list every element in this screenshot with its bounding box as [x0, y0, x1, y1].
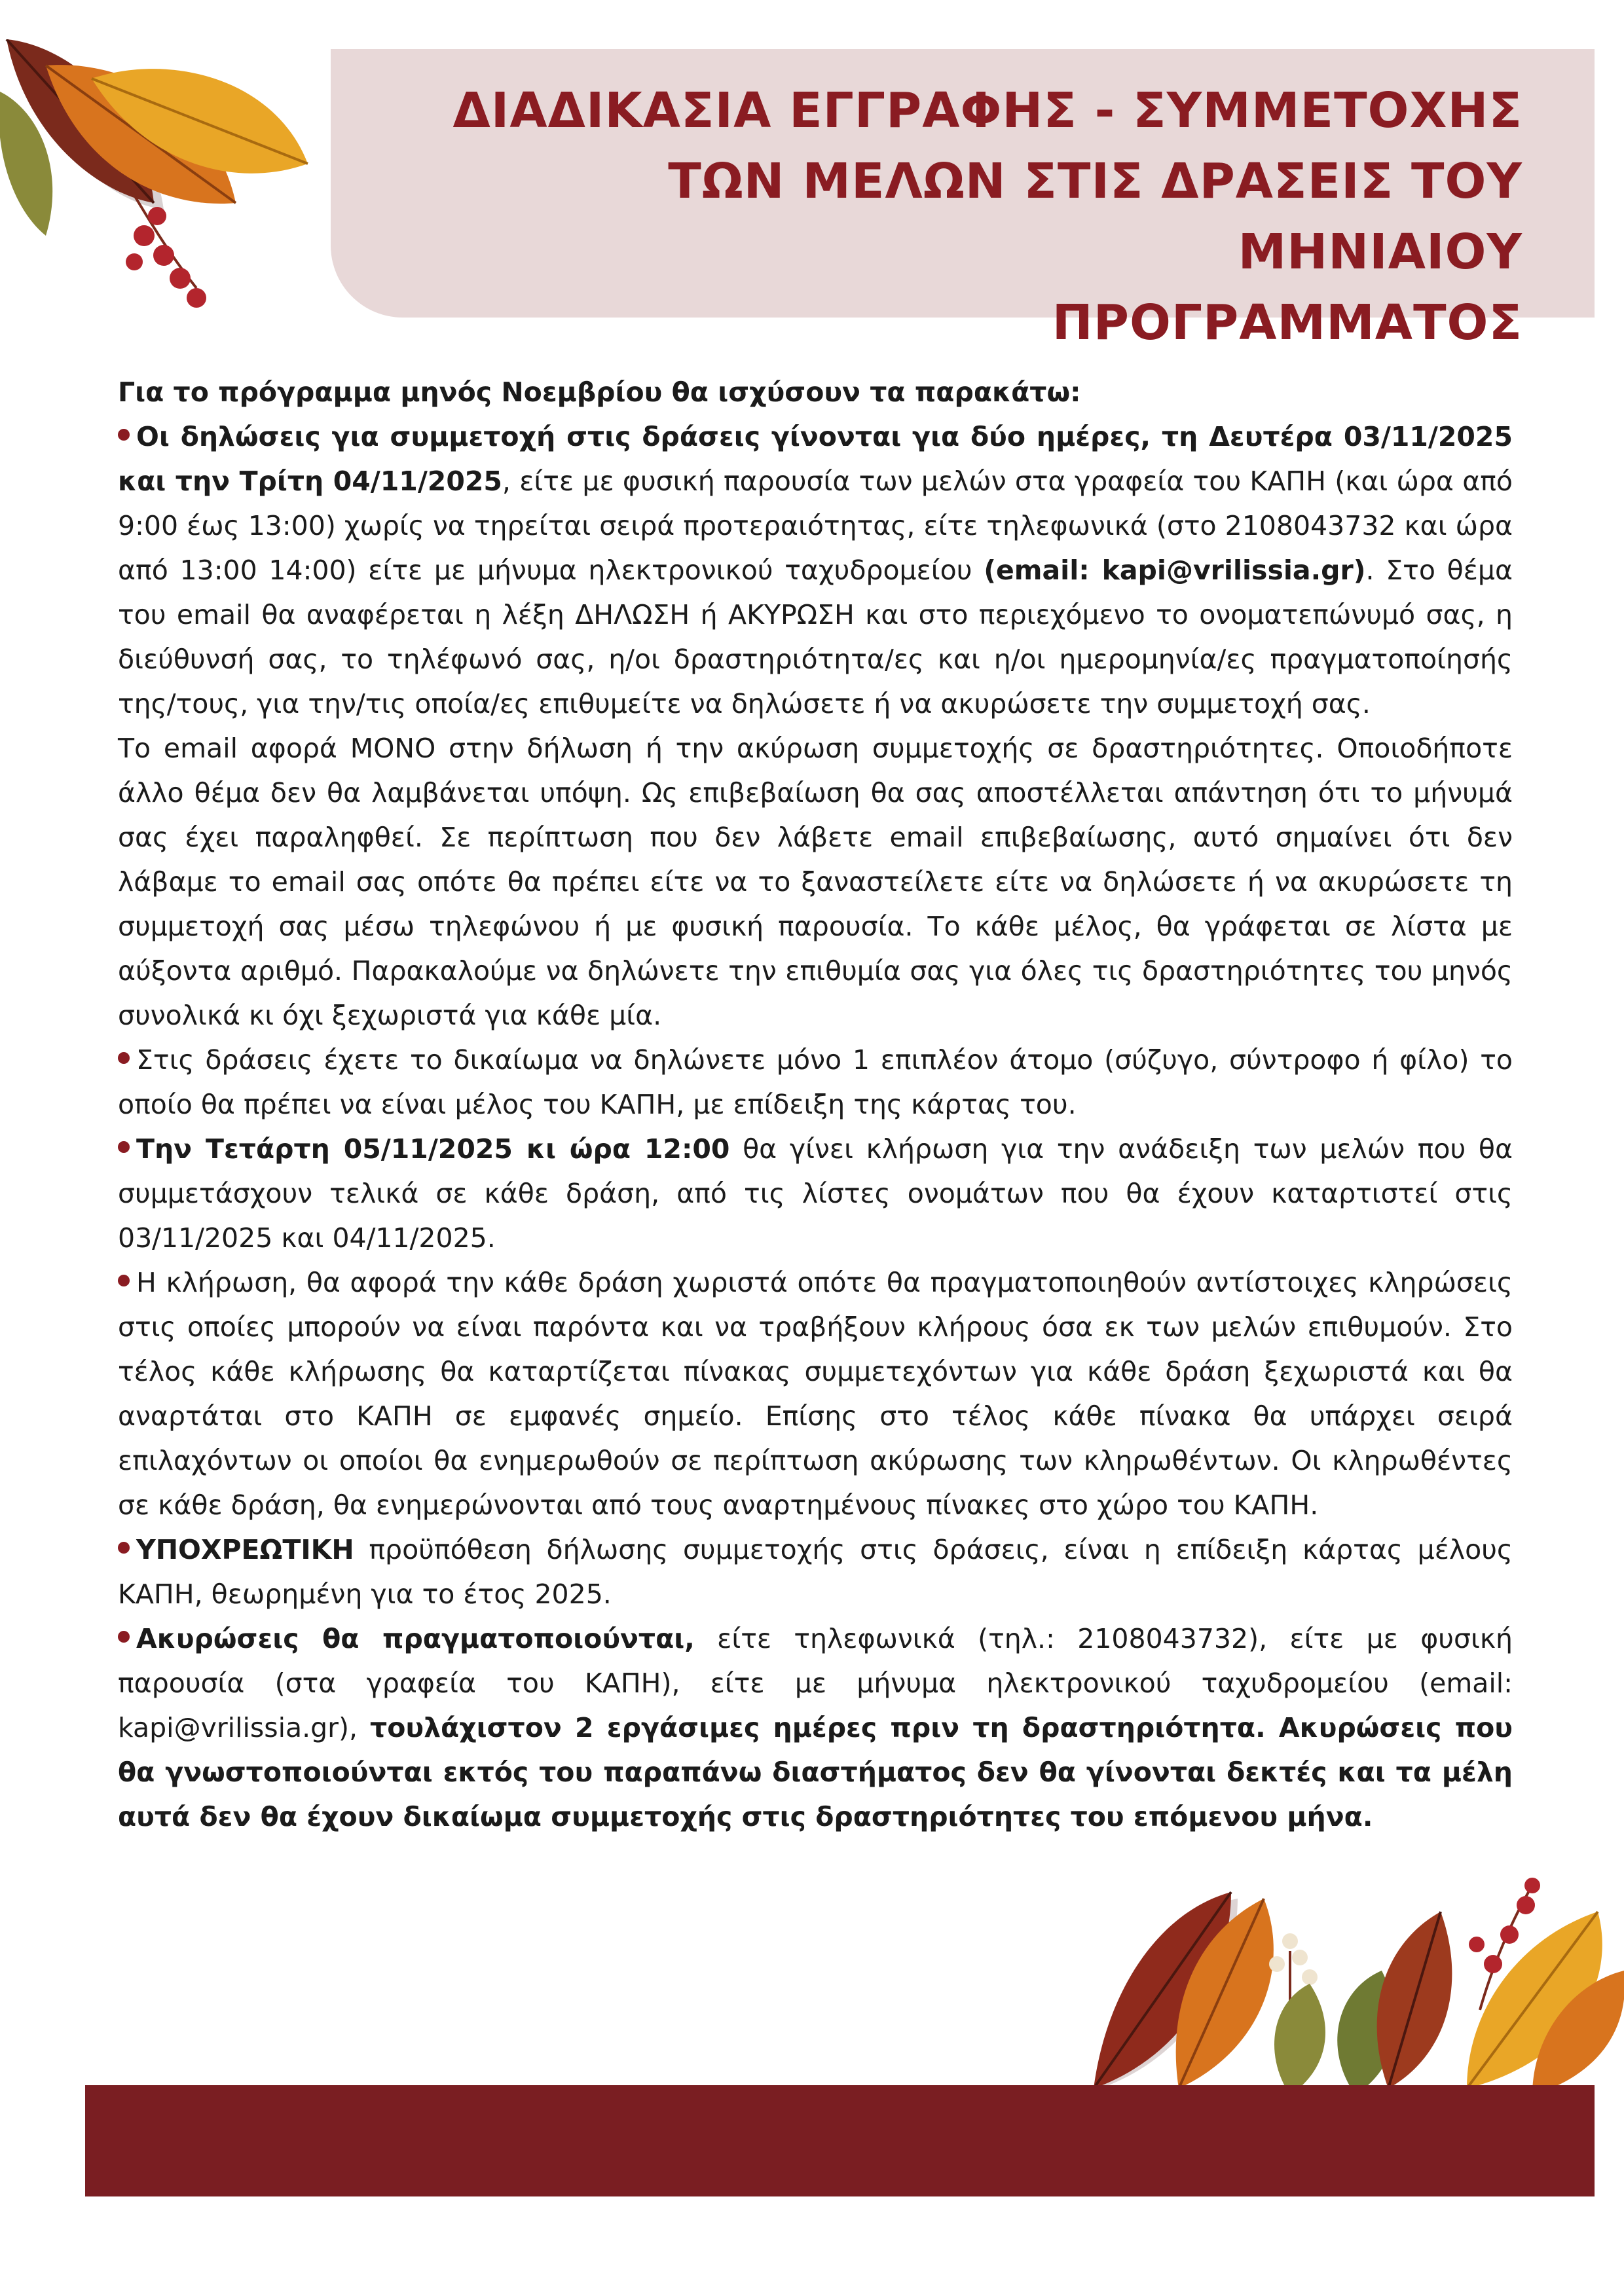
- footer-band: [85, 2085, 1595, 2196]
- mandatory-label: ΥΠΟΧΡΕΩΤΙΚΗ: [136, 1534, 354, 1565]
- mandatory-text: προϋπόθεση δήλωσης συμμετοχής στις δράσεις, είναι η επίδειξη κάρτας μέλους ΚΑΠΗ, θεωρημένη για το έτος 2025.: [118, 1534, 1513, 1610]
- paragraph-cancellations: [118, 1616, 1513, 1839]
- bullet-icon: [118, 1542, 130, 1554]
- autumn-leaves-bottom-decoration: [1074, 1872, 1624, 2095]
- cancellations-text: είτε τηλεφωνικά (τηλ.: 2108043732), είτε με φυσική παρουσία (στα γραφεία του ΚΑΠΗ), είτε με μήνυμα ηλεκτρονικού ταχυδρομείου (email: kapi@vrilissia.gr),: [118, 1623, 1513, 1743]
- bullet-icon: [118, 429, 130, 441]
- bullet-icon: [118, 1052, 130, 1064]
- paragraph-email-info: Το email αφορά ΜΟΝΟ στην δήλωση ή την ακύρωση συμμετοχής σε δραστηριότητες. Οποιοδήποτε άλλο θέμα δεν θα λαμβάνεται υπόψη. Ως επιβεβαίωση θα σας αποστέλλεται απάντηση ότι το μήνυμά σας έχει παραληφθεί. Σε περίπτωση που δεν λάβετε email επιβεβαίωσης, αυτό σημαίνει ότι δεν λάβαμε το email σας οπότε θα πρέπει είτε να το ξαναστείλετε είτε να δηλώσετε ή να ακυρώσετε τη συμμετοχή σας μέσω τηλεφώνου ή με φυσική παρουσία. Το κάθε μέλος, θα γράφεται σε λίστα με αύξοντα αριθμό. Παρακαλούμε να δηλώνετε την επιθυμία σας για όλες τις δραστηριότητες του μηνός συνολικά κι όχι ξεχωριστά για κάθε μία.: [118, 733, 1513, 1031]
- cancellations-label: Ακυρώσεις θα πραγματοποιούνται,: [136, 1623, 695, 1654]
- paragraph-lottery-date: [118, 1127, 1513, 1260]
- registration-text-2: . Στο θέμα του email θα αναφέρεται η λέξη ΔΗΛΩΣΗ ή ΑΚΥΡΩΣΗ και στο περιεχόμενο το ονοματεπώνυμό σας, η διεύθυνσή σας, το τηλέφωνό σας, η/οι δραστηριότητα/ες και η/οι ημερομηνία/ες πραγματοποίησής της/τους, για την/τις οποία/ες επιθυμείτε να δηλώσετε ή να ακυρώσετε την συμμετοχή σας.: [118, 555, 1513, 720]
- paragraph-mandatory-card: [118, 1527, 1513, 1616]
- lottery-date: Την Τετάρτη 05/11/2025 κι ώρα 12:00: [136, 1133, 730, 1165]
- cancellations-deadline: τουλάχιστον 2 εργάσιμες ημέρες πριν τη δραστηριότητα. Ακυρώσεις που θα γνωστοποιούνται εκτός του παραπάνω διαστήματος δεν θα γίνονται δεκτές και τα μέλη αυτά δεν θα έχουν δικαίωμα συμμετοχής στις δραστηριότητες του επόμενου μήνα.: [118, 1712, 1513, 1832]
- extra-person-text: Στις δράσεις έχετε το δικαίωμα να δηλώνετε μόνο 1 επιπλέον άτομο (σύζυγο, σύντροφο ή φίλο) το οποίο θα πρέπει να είναι μέλος του ΚΑΠΗ, με επίδειξη της κάρτας του.: [118, 1044, 1513, 1120]
- title-line-1: ΔΙΑΔΙΚΑΣΙΑ ΕΓΓΡΑΦΗΣ - ΣΥΜΜΕΤΟΧΗΣ: [452, 82, 1522, 139]
- registration-email: (email: kapi@vrilissia.gr): [984, 555, 1366, 586]
- autumn-leaves-top-decoration: [0, 39, 341, 314]
- header-banner: [331, 49, 1595, 351]
- paragraph-extra-person: [118, 1038, 1513, 1127]
- paragraph-registration: [118, 414, 1513, 726]
- registration-dates: Οι δηλώσεις για συμμετοχή στις δράσεις γίνονται για δύο ημέρες, τη Δευτέρα 03/11/2025 και την Τρίτη 04/11/2025: [118, 421, 1513, 497]
- bullet-icon: [118, 1141, 130, 1153]
- title-line-2: ΤΩΝ ΜΕΛΩΝ ΣΤΙΣ ΔΡΑΣΕΙΣ ΤΟΥ ΜΗΝΙΑΙΟΥ: [668, 153, 1522, 280]
- bullet-icon: [118, 1631, 130, 1643]
- title-line-3: ΠΡΟΓΡΑΜΜΑΤΟΣ: [1052, 295, 1522, 351]
- registration-text: , είτε με φυσική παρουσία των μελών στα γραφεία του ΚΑΠΗ (και ώρα από 9:00 έως 13:00) χωρίς να τηρείται σειρά προτεραιότητας, είτε τηλεφωνικά (στο 2108043732 και ώρα από 13:00 14:00) είτε με μήνυμα ηλεκτρονικού ταχυδρομείου: [118, 465, 1513, 586]
- main-content: [118, 370, 1513, 1839]
- bullet-icon: [118, 1275, 130, 1286]
- lottery-process-text: Η κλήρωση, θα αφορά την κάθε δράση χωριστά οπότε θα πραγματοποιηθούν αντίστοιχες κληρώσεις στις οποίες μπορούν να είναι παρόντα και να τραβήξουν κλήρους όσα εκ των μελών επιθυμούν. Στο τέλος κάθε κλήρωσης θα καταρτίζεται πίνακας συμμετεχόντων για κάθε δράση ξεχωριστά και θα αναρτάται στο ΚΑΠΗ σε εμφανές σημείο. Επίσης στο τέλος κάθε πίνακα θα υπάρχει σειρά επιλαχόντων οι οποίοι θα ενημερωθούν σε περίπτωση ακύρωσης των κληρωθέντων. Οι κληρωθέντες σε κάθε δράση, θα ενημερώνονται από τους αναρτημένους πίνακες στο χώρο του ΚΑΠΗ.: [118, 1267, 1513, 1521]
- paragraph-lottery-process: [118, 1260, 1513, 1527]
- intro-paragraph: Για το πρόγραμμα μηνός Νοεμβρίου θα ισχύσουν τα παρακάτω:: [118, 376, 1081, 408]
- page-title: [409, 75, 1522, 358]
- lottery-text: θα γίνει κλήρωση για την ανάδειξη των μελών που θα συμμετάσχουν τελικά σε κάθε δράση, από τις λίστες ονομάτων που θα έχουν καταρτιστεί στις 03/11/2025 και 04/11/2025.: [118, 1133, 1513, 1254]
